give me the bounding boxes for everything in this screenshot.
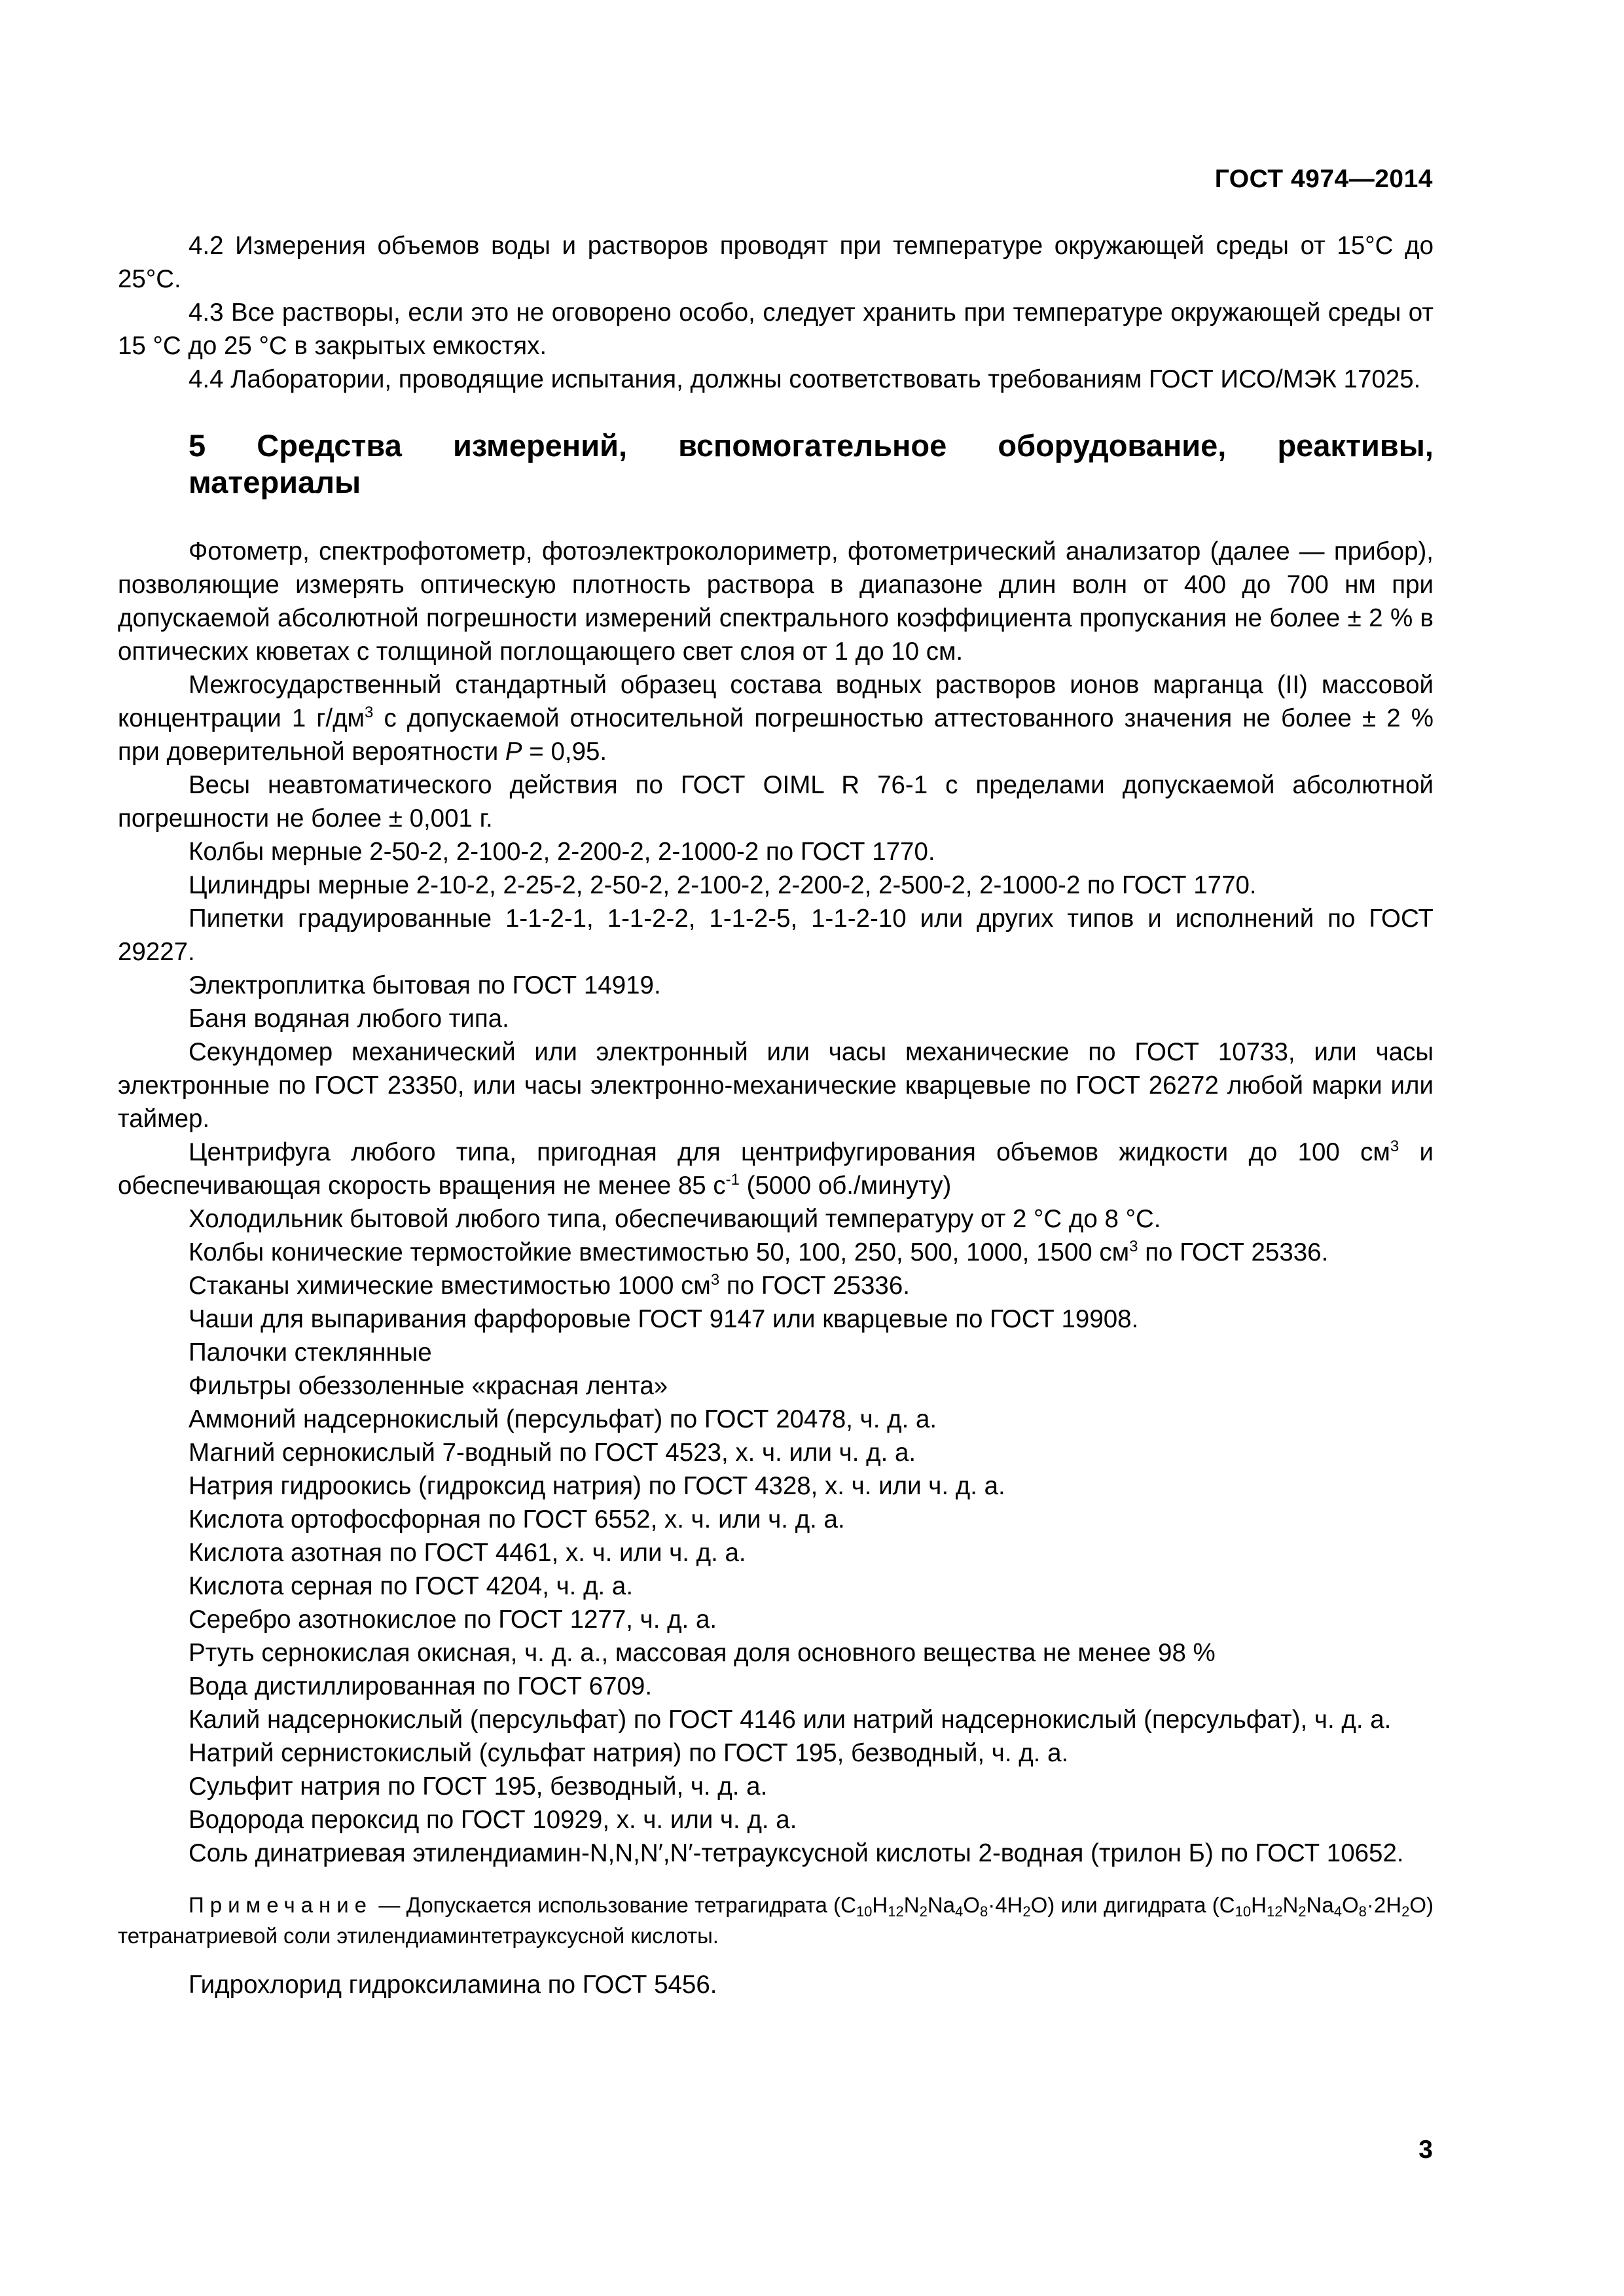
item-hydrogen-peroxide: Водорода пероксид по ГОСТ 10929, х. ч. или ч. д. а. [189, 1806, 797, 1834]
note-label: Примечание [189, 1893, 373, 1917]
item-conical-flasks: Колбы конические термостойкие вместимостью 50, 100, 250, 500, 1000, 1500 $см^3$ по ГОСТ 25336. [189, 1238, 1329, 1266]
item-sodium-hydroxide: Натрия гидроокись (гидроксид натрия) по ГОСТ 4328, х. ч. или ч. д. а. [189, 1472, 1005, 1500]
section-number: 5 [189, 428, 206, 463]
paragraph-4-2: 4.2 Измерения объемов воды и растворов проводят при температуре окружающей среды от 15°С до 25°С. [118, 232, 1434, 293]
item-electric-stove: Электроплитка бытовая по ГОСТ 14919. [189, 971, 661, 999]
item-beakers: Стаканы химические вместимостью 1000 $см^3$ по ГОСТ 25336. [189, 1271, 910, 1300]
item-cylinders: Цилиндры мерные 2-10-2, 2-25-2, 2-50-2, 2-100-2, 2-200-2, 2-500-2, 2-1000-2 по ГОСТ 1770. [189, 871, 1257, 899]
note-paragraph: Примечание — Допускается использование тетрагидрата $(C_{10}H_{12}N_2Na_4O_8\cdot 4H_2O)$ или дигидрата $(C_{10}H_{12}N_2Na_4O_8\cdot 2H_2O)$ тетранатриевой соли этилендиаминтетрауксусной кислоты. [118, 1893, 1434, 1948]
item-filters: Фильтры обеззоленные «красная лента» [189, 1372, 668, 1400]
section-5-heading [118, 427, 1434, 501]
page-content [118, 229, 1434, 2001]
item-edta-salt: Соль динатриевая этилендиамин-N,N,N′,N′-тетрауксусной кислоты 2-водная (трилон Б) по ГОСТ 10652. [189, 1839, 1404, 1867]
item-stopwatch: Секундомер механический или электронный или часы механические по ГОСТ 10733, или часы электронные по ГОСТ 23350, или часы электронно-механические кварцевые по ГОСТ 26272 любой марки или таймер. [118, 1038, 1434, 1133]
item-sodium-sulfate: Натрий сернистокислый (сульфат натрия) по ГОСТ 195, безводный, ч. д. а. [189, 1739, 1069, 1767]
item-evaporating-dishes: Чаши для выпаривания фарфоровые ГОСТ 9147 или кварцевые по ГОСТ 19908. [189, 1305, 1139, 1333]
section-title-line2: материалы [189, 465, 361, 499]
item-hydroxylamine: Гидрохлорид гидроксиламина по ГОСТ 5456. [189, 1971, 717, 1999]
item-refrigerator: Холодильник бытовой любого типа, обеспечивающий температуру от 2 °С до 8 °С. [189, 1205, 1161, 1233]
document-standard-header: ГОСТ 4974—2014 [1214, 165, 1433, 193]
item-sulfuric-acid: Кислота серная по ГОСТ 4204, ч. д. а. [189, 1572, 634, 1600]
item-volumetric-flasks: Колбы мерные 2-50-2, 2-100-2, 2-200-2, 2-1000-2 по ГОСТ 1770. [189, 838, 935, 866]
item-pipettes: Пипетки градуированные 1-1-2-1, 1-1-2-2, 1-1-2-5, 1-1-2-10 или других типов и исполнений по ГОСТ 29227. [118, 905, 1434, 966]
item-mercury-sulfate: Ртуть сернокислая окисная, ч. д. а., массовая доля основного вещества не менее 98 % [189, 1639, 1216, 1667]
section-title-word: оборудование, [998, 428, 1227, 463]
section-title-word: Средства [257, 428, 402, 463]
section-title-word: реактивы, [1277, 428, 1434, 463]
item-water-bath: Баня водяная любого типа. [189, 1005, 509, 1033]
item-standard-sample: Межгосударственный стандартный образец состава водных растворов ионов марганца (II) массовой концентрации 1 $г/дм^3$ с допускаемой относительной погрешностью аттестованного значения не более ± 2 % при доверительной вероятности P = 0,95. [118, 671, 1434, 766]
item-glass-rods: Палочки стеклянные [189, 1338, 432, 1367]
page-number: 3 [1418, 2136, 1433, 2164]
section-title-word: вспомогательное [678, 428, 947, 463]
item-silver-nitrate: Серебро азотнокислое по ГОСТ 1277, ч. д. а. [189, 1605, 717, 1634]
item-ammonium-persulfate: Аммоний надсернокислый (персульфат) по ГОСТ 20478, ч. д. а. [189, 1405, 937, 1433]
item-photometer: Фотометр, спектрофотометр, фотоэлектроколориметр, фотометрический анализатор (далее — прибор), позволяющие измерять оптическую плотность раствора в диапазоне длин волн от 400 до 700 нм при допускаемой абсолютной погрешности измерений спектрального коэффициента пропускания не более ± 2 % в оптических кюветах с толщиной поглощающего свет слоя от 1 до 10 см. [118, 537, 1434, 666]
item-scales: Весы неавтоматического действия по ГОСТ OIML R 76-1 с пределами допускаемой абсолютной погрешности не более ± 0,001 г. [118, 771, 1434, 833]
section-title-word: измерений, [452, 428, 628, 463]
item-phosphoric-acid: Кислота ортофосфорная по ГОСТ 6552, х. ч. или ч. д. а. [189, 1505, 845, 1534]
item-distilled-water: Вода дистиллированная по ГОСТ 6709. [189, 1672, 653, 1700]
item-sodium-sulfite: Сульфит натрия по ГОСТ 195, безводный, ч. д. а. [189, 1772, 768, 1801]
paragraph-4-4: 4.4 Лаборатории, проводящие испытания, должны соответствовать требованиям ГОСТ ИСО/МЭК 17025. [189, 365, 1421, 393]
item-nitric-acid: Кислота азотная по ГОСТ 4461, х. ч. или ч. д. а. [189, 1539, 746, 1567]
item-potassium-persulfate: Калий надсернокислый (персульфат) по ГОСТ 4146 или натрий надсернокислый (персульфат), ч. д. а. [189, 1706, 1392, 1734]
item-centrifuge: Центрифуга любого типа, пригодная для центрифугирования объемов жидкости до 100 $см^3$ и обеспечивающая скорость вращения не менее 85 $с^{-1}$ (5000 об./минуту) [118, 1138, 1434, 1200]
item-magnesium-sulfate: Магний сернокислый 7-водный по ГОСТ 4523, х. ч. или ч. д. а. [189, 1439, 916, 1467]
paragraph-4-3: 4.3 Все растворы, если это не оговорено особо, следует хранить при температуре окружающей среды от 15 °С до 25 °С в закрытых емкостях. [118, 298, 1434, 360]
